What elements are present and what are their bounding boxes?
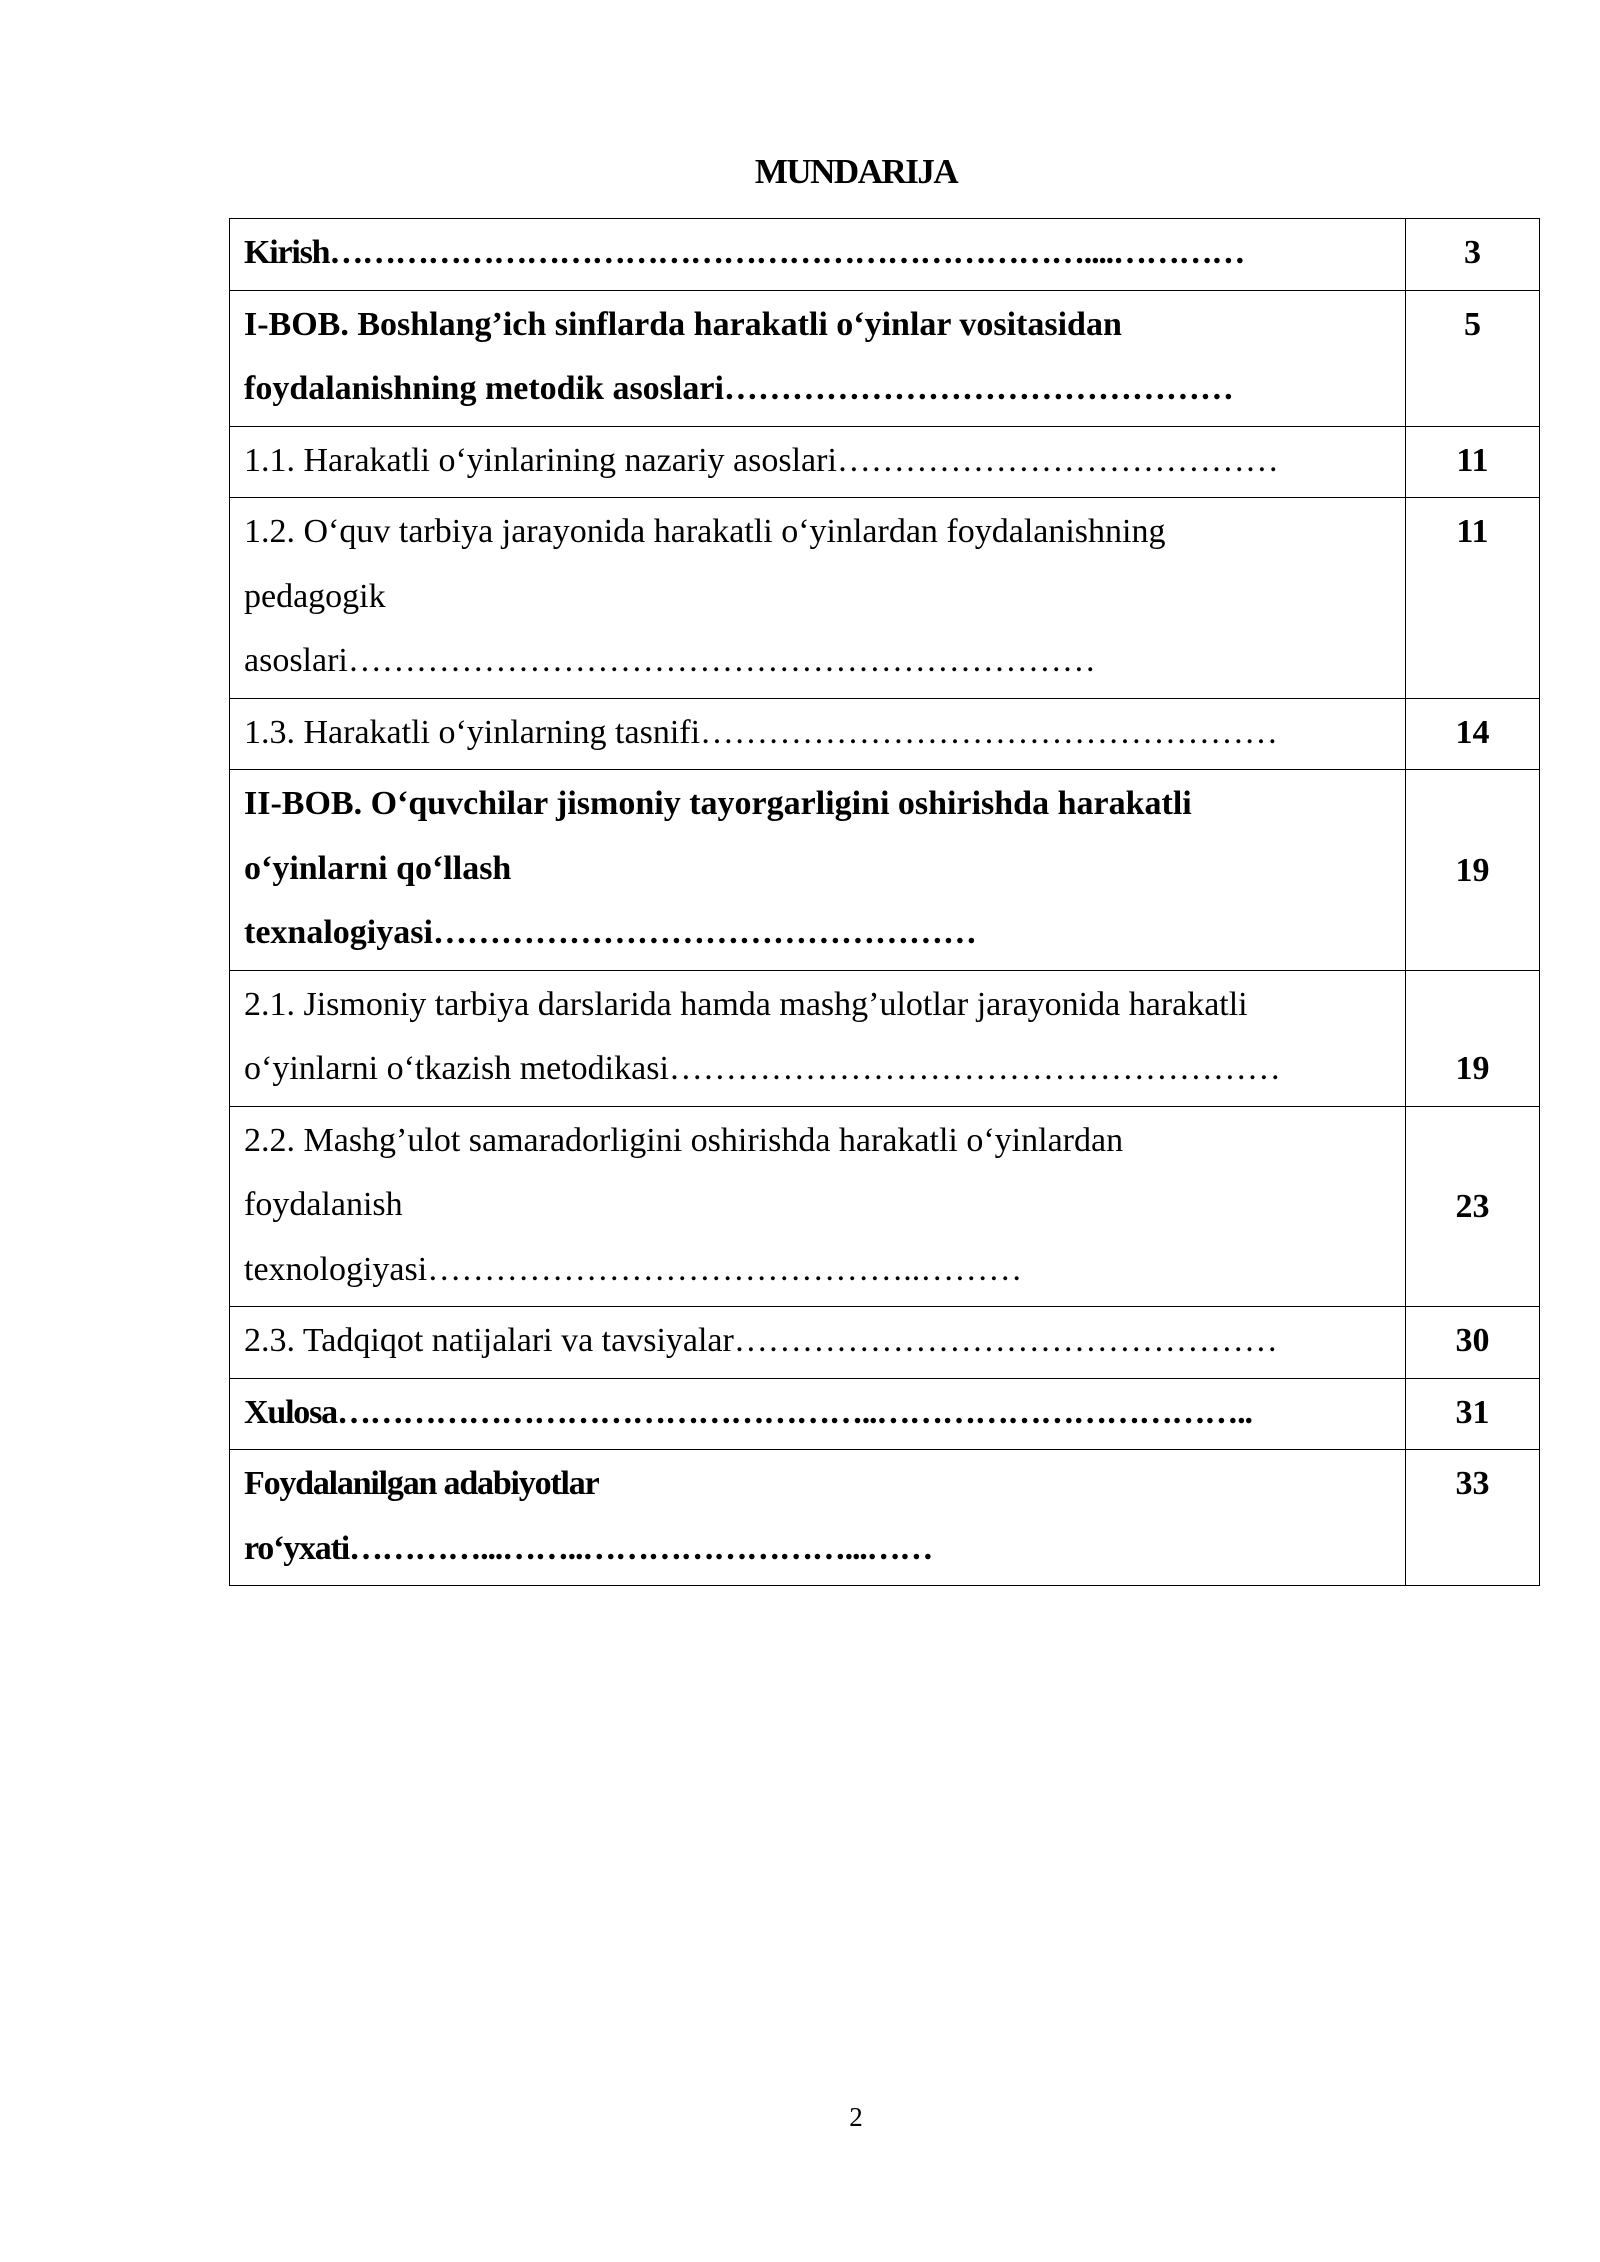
toc-row-section-2-2 xyxy=(230,1106,1540,1307)
toc-entry-title: I-BOB. Boshlang’ich sinflarda harakatli o‘yinlar vositasidan foydalanishning metodik asoslari……………………………………… xyxy=(230,290,1406,426)
toc-entry-page: 31 xyxy=(1405,1378,1539,1450)
toc-row-xulosa xyxy=(230,1378,1540,1450)
toc-row-bibliography xyxy=(230,1450,1540,1586)
toc-entry-page: 19 xyxy=(1405,770,1539,971)
toc-entry-title: II-BOB. O‘quvchilar jismoniy tayorgarligini oshirishda harakatli o‘yinlarni qo‘llash texnalogiyasi………………………………………… xyxy=(230,770,1406,971)
table-of-contents xyxy=(229,218,1540,1586)
toc-heading: MUNDARIJA xyxy=(754,152,958,191)
toc-entry-page: 23 xyxy=(1405,1106,1539,1307)
toc-row-chapter-1 xyxy=(230,290,1540,426)
toc-entry-page: 19 xyxy=(1405,970,1539,1106)
toc-row-chapter-2 xyxy=(230,770,1540,971)
toc-entry-title: Foydalanilgan adabiyotlar ro‘yxati…………...……..……………………...…… xyxy=(230,1450,1406,1586)
toc-row-section-1-3 xyxy=(230,698,1540,770)
toc-entry-title: 2.2. Mashg’ulot samaradorligini oshirishda harakatli o‘yinlardan foydalanish texnologiyasi……………………………………..……… xyxy=(230,1106,1406,1307)
toc-entry-title: Xulosa…………………………………………..…………………………….. xyxy=(230,1378,1406,1450)
toc-entry-page: 30 xyxy=(1405,1307,1539,1379)
toc-row-section-2-3 xyxy=(230,1307,1540,1379)
toc-entry-title: 2.1. Jismoniy tarbiya darslarida hamda mashg’ulotlar jarayonida harakatli o‘yinlarni o‘tkazish metodikasi……………………………………………… xyxy=(230,970,1406,1106)
toc-entry-title: 2.3. Tadqiqot natijalari va tavsiyalar………………………………………… xyxy=(230,1307,1406,1379)
page-number: 2 xyxy=(849,2102,863,2132)
toc-entry-page: 11 xyxy=(1405,498,1539,699)
toc-entry-title: 1.3. Harakatli o‘yinlarning tasnifi…………………………………………… xyxy=(230,698,1406,770)
toc-row-kirish xyxy=(230,219,1540,291)
toc-entry-title: 1.1. Harakatli o‘yinlarining nazariy asoslari………………………………… xyxy=(230,426,1406,498)
toc-entry-page: 11 xyxy=(1405,426,1539,498)
toc-row-section-1-1 xyxy=(230,426,1540,498)
toc-entry-page: 33 xyxy=(1405,1450,1539,1586)
toc-entry-title: 1.2. O‘quv tarbiya jarayonida harakatli o‘yinlardan foydalanishning pedagogik asoslari………………………………………………………… xyxy=(230,498,1406,699)
toc-entry-page: 14 xyxy=(1405,698,1539,770)
toc-entry-page: 3 xyxy=(1405,219,1539,291)
toc-entry-title: Kirish……………………………………………………………....………… xyxy=(230,219,1406,291)
toc-row-section-2-1 xyxy=(230,970,1540,1106)
toc-entry-page: 5 xyxy=(1405,290,1539,426)
toc-row-section-1-2 xyxy=(230,498,1540,699)
